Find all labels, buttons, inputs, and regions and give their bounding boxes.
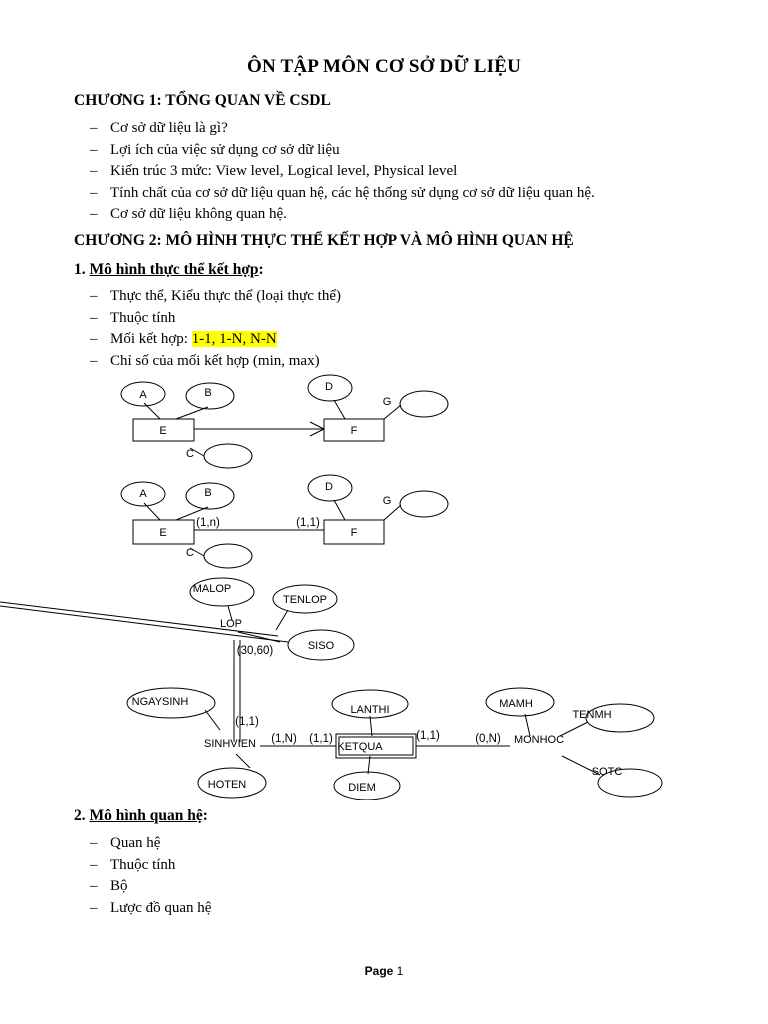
list-item: – Thực thể, Kiểu thực thể (loại thực thể): [90, 288, 341, 304]
list-item: – Cơ sở dữ liệu là gì?: [90, 120, 228, 136]
cardinality-label: (1,N): [271, 733, 297, 745]
attribute-label-a: A: [139, 389, 147, 401]
attribute-label-sotc: SOTC: [591, 766, 623, 778]
entity-label-ketqua: KETQUA: [337, 741, 383, 753]
attribute-label-g: G: [382, 396, 392, 408]
connector-line: [334, 400, 345, 419]
attribute-label-d: D: [325, 481, 333, 493]
cardinality-label: (1,1): [235, 716, 259, 728]
attribute-label-c: C: [186, 547, 194, 559]
cardinality-label: (1,1): [309, 733, 333, 745]
page-number: 1: [396, 964, 404, 978]
attribute-ellipse-g: [400, 391, 448, 417]
attribute-label-tenmh: TENMH: [572, 709, 612, 721]
attribute-label-a: A: [139, 488, 147, 500]
cardinality-label: (1,n): [196, 517, 220, 529]
entity-label-e: E: [159, 527, 167, 539]
er-diagrams: [0, 370, 768, 800]
list-item: – Thuộc tính: [90, 856, 176, 873]
entity-label-e: E: [159, 425, 167, 437]
page-footer: [0, 964, 768, 978]
crowfoot-line: [310, 429, 324, 436]
list-item: – Chỉ số của mối kết hợp (min, max): [90, 352, 320, 369]
connector-line: [525, 714, 530, 736]
entity-label-f: F: [350, 425, 358, 437]
entity-label-lop: LOP: [219, 618, 243, 630]
cardinality-label: (30,60): [236, 645, 274, 657]
attribute-label-ngaysinh: NGAYSINH: [131, 696, 189, 708]
attribute-label-tenlop: TENLOP: [282, 594, 328, 606]
crowfoot-line: [310, 422, 324, 429]
attribute-label-c: C: [186, 448, 194, 460]
attribute-label-b: B: [204, 487, 212, 499]
section1-heading: 1. Mô hình thực thể kết hợp:: [74, 261, 264, 278]
attribute-label-malop: MALOP: [192, 583, 232, 595]
list-item: – Mối kết hợp: 1-1, 1-N, N-N: [90, 331, 277, 347]
entity-label-f: F: [350, 527, 358, 539]
attribute-ellipse-g: [400, 491, 448, 517]
attribute-label-b: B: [204, 387, 212, 399]
chapter1-heading: CHƯƠNG 1: TỔNG QUAN VỀ CSDL: [74, 92, 331, 109]
chapter1-list: [90, 118, 595, 226]
attribute-label-d: D: [325, 381, 333, 393]
highlighted-text: 1-1, 1-N, N-N: [191, 331, 277, 347]
attribute-ellipse-c: [204, 444, 252, 468]
entity-label-sinhvien: SINHVIEN: [204, 738, 256, 750]
attribute-ellipse-c: [204, 544, 252, 568]
attribute-label-diem: DIEM: [348, 782, 376, 794]
entity-label-monhoc: MONHOC: [513, 734, 565, 746]
list-item: – Cơ sở dữ liệu không quan hệ.: [90, 206, 287, 222]
list-item: – Tính chất của cơ sở dữ liệu quan hệ, các hệ thống sử dụng cơ sở dữ liệu quan hệ.: [90, 184, 595, 201]
connector-line: [368, 756, 370, 774]
page-label: Page: [364, 964, 394, 978]
list-item: – Lợi ích của việc sử dụng cơ sở dữ liệu: [90, 141, 340, 158]
list-item: – Thuộc tính: [90, 309, 176, 326]
connector-line: [205, 710, 220, 730]
chapter2-heading: CHƯƠNG 2: MÔ HÌNH THỰC THỂ KẾT HỢP VÀ MÔ HÌNH QUAN HỆ: [74, 232, 574, 249]
list-item: – Lược đồ quan hệ: [90, 899, 212, 916]
section1-list: [90, 286, 341, 372]
list-item: – Kiến trúc 3 mức: View level, Logical level, Physical level: [90, 163, 458, 179]
cardinality-label: (1,1): [416, 730, 440, 742]
section2-list: [90, 833, 211, 919]
connector-line: [236, 754, 250, 768]
list-item: – Bộ: [90, 878, 128, 894]
connector-line: [370, 716, 372, 736]
section2-heading: 2. Mô hình quan hệ:: [74, 807, 208, 824]
cardinality-label: (1,1): [296, 517, 320, 529]
attribute-label-mamh: MAMH: [499, 698, 533, 710]
stray-line: [0, 606, 288, 642]
attribute-label-lanthi: LANTHI: [350, 704, 390, 716]
attribute-label-g: G: [382, 495, 392, 507]
cardinality-label: (0,N): [475, 733, 501, 745]
connector-line: [334, 500, 345, 520]
attribute-label-siso: SISO: [307, 640, 335, 652]
list-item: – Quan hệ: [90, 835, 161, 851]
attribute-label-hoten: HOTEN: [207, 779, 247, 791]
connector-line: [276, 610, 288, 630]
page-title: ÔN TẬP MÔN CƠ SỞ DỮ LIỆU: [247, 56, 521, 77]
connector-line: [560, 722, 588, 736]
connector-line: [384, 505, 401, 520]
